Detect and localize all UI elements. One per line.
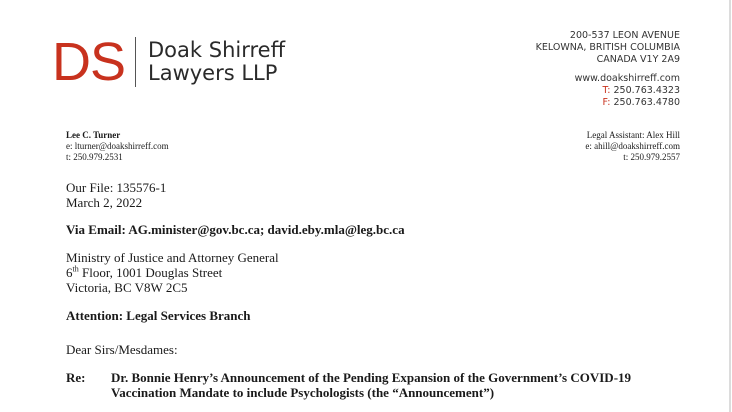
address-line2: KELOWNA, BRITISH COLUMBIA [535, 42, 680, 53]
firm-address-block [536, 30, 680, 109]
assistant-email[interactable]: e: ahill@doakshirreff.com [585, 141, 680, 151]
firm-contact [536, 73, 680, 109]
letter-date: March 2, 2022 [66, 195, 143, 210]
logo-initials: DS [52, 32, 126, 92]
subject-line [66, 370, 671, 400]
re-label: Re: [66, 370, 86, 385]
recipient-line3: Victoria, BC V8W 2C5 [66, 280, 188, 295]
author-block [66, 130, 169, 163]
firm-name-line1: Doak Shirreff [148, 38, 286, 62]
address-line3: CANADA V1Y 2A9 [596, 54, 680, 65]
assistant-block [585, 130, 680, 163]
file-date-block [66, 180, 166, 210]
recipient-line1: Ministry of Justice and Attorney General [66, 250, 279, 265]
fax-value: 250.763.4780 [613, 97, 680, 108]
firm-phone [536, 85, 680, 97]
fax-label: F: [602, 97, 611, 108]
page-edge [729, 0, 731, 412]
recipient-line2: 6th Floor, 1001 Douglas Street [66, 264, 223, 280]
attention-line: Attention: Legal Services Branch [66, 308, 251, 323]
file-reference: Our File: 135576-1 [66, 180, 167, 195]
author-name: Lee C. Turner [66, 130, 121, 140]
firm-fax [536, 97, 680, 109]
assistant-title: Legal Assistant: Alex Hill [586, 130, 680, 140]
phone-value: 250.763.4323 [613, 85, 680, 96]
re-text: Dr. Bonnie Henry’s Announcement of the Pending Expansion of the Government’s COVID-19 Vaccination Mandate to include Psychologists (the “Announcement”) [111, 370, 632, 400]
via-email-line: Via Email: AG.minister@gov.bc.ca; david.eby.mla@leg.bc.ca [66, 222, 405, 237]
salutation: Dear Sirs/Mesdames: [66, 342, 178, 357]
assistant-phone: t: 250.979.2557 [623, 152, 680, 162]
author-phone: t: 250.979.2531 [66, 152, 123, 162]
firm-name-line2: Lawyers LLP [148, 61, 278, 85]
firm-website[interactable]: www.doakshirreff.com [574, 73, 680, 84]
phone-label: T: [602, 85, 611, 96]
logo-divider [135, 37, 136, 87]
firm-logo [52, 34, 285, 90]
author-email[interactable]: e: lturner@doakshirreff.com [66, 141, 169, 151]
logo-firm-name [148, 39, 285, 85]
recipient-address [66, 250, 279, 295]
address-line1: 200-537 LEON AVENUE [569, 30, 680, 41]
